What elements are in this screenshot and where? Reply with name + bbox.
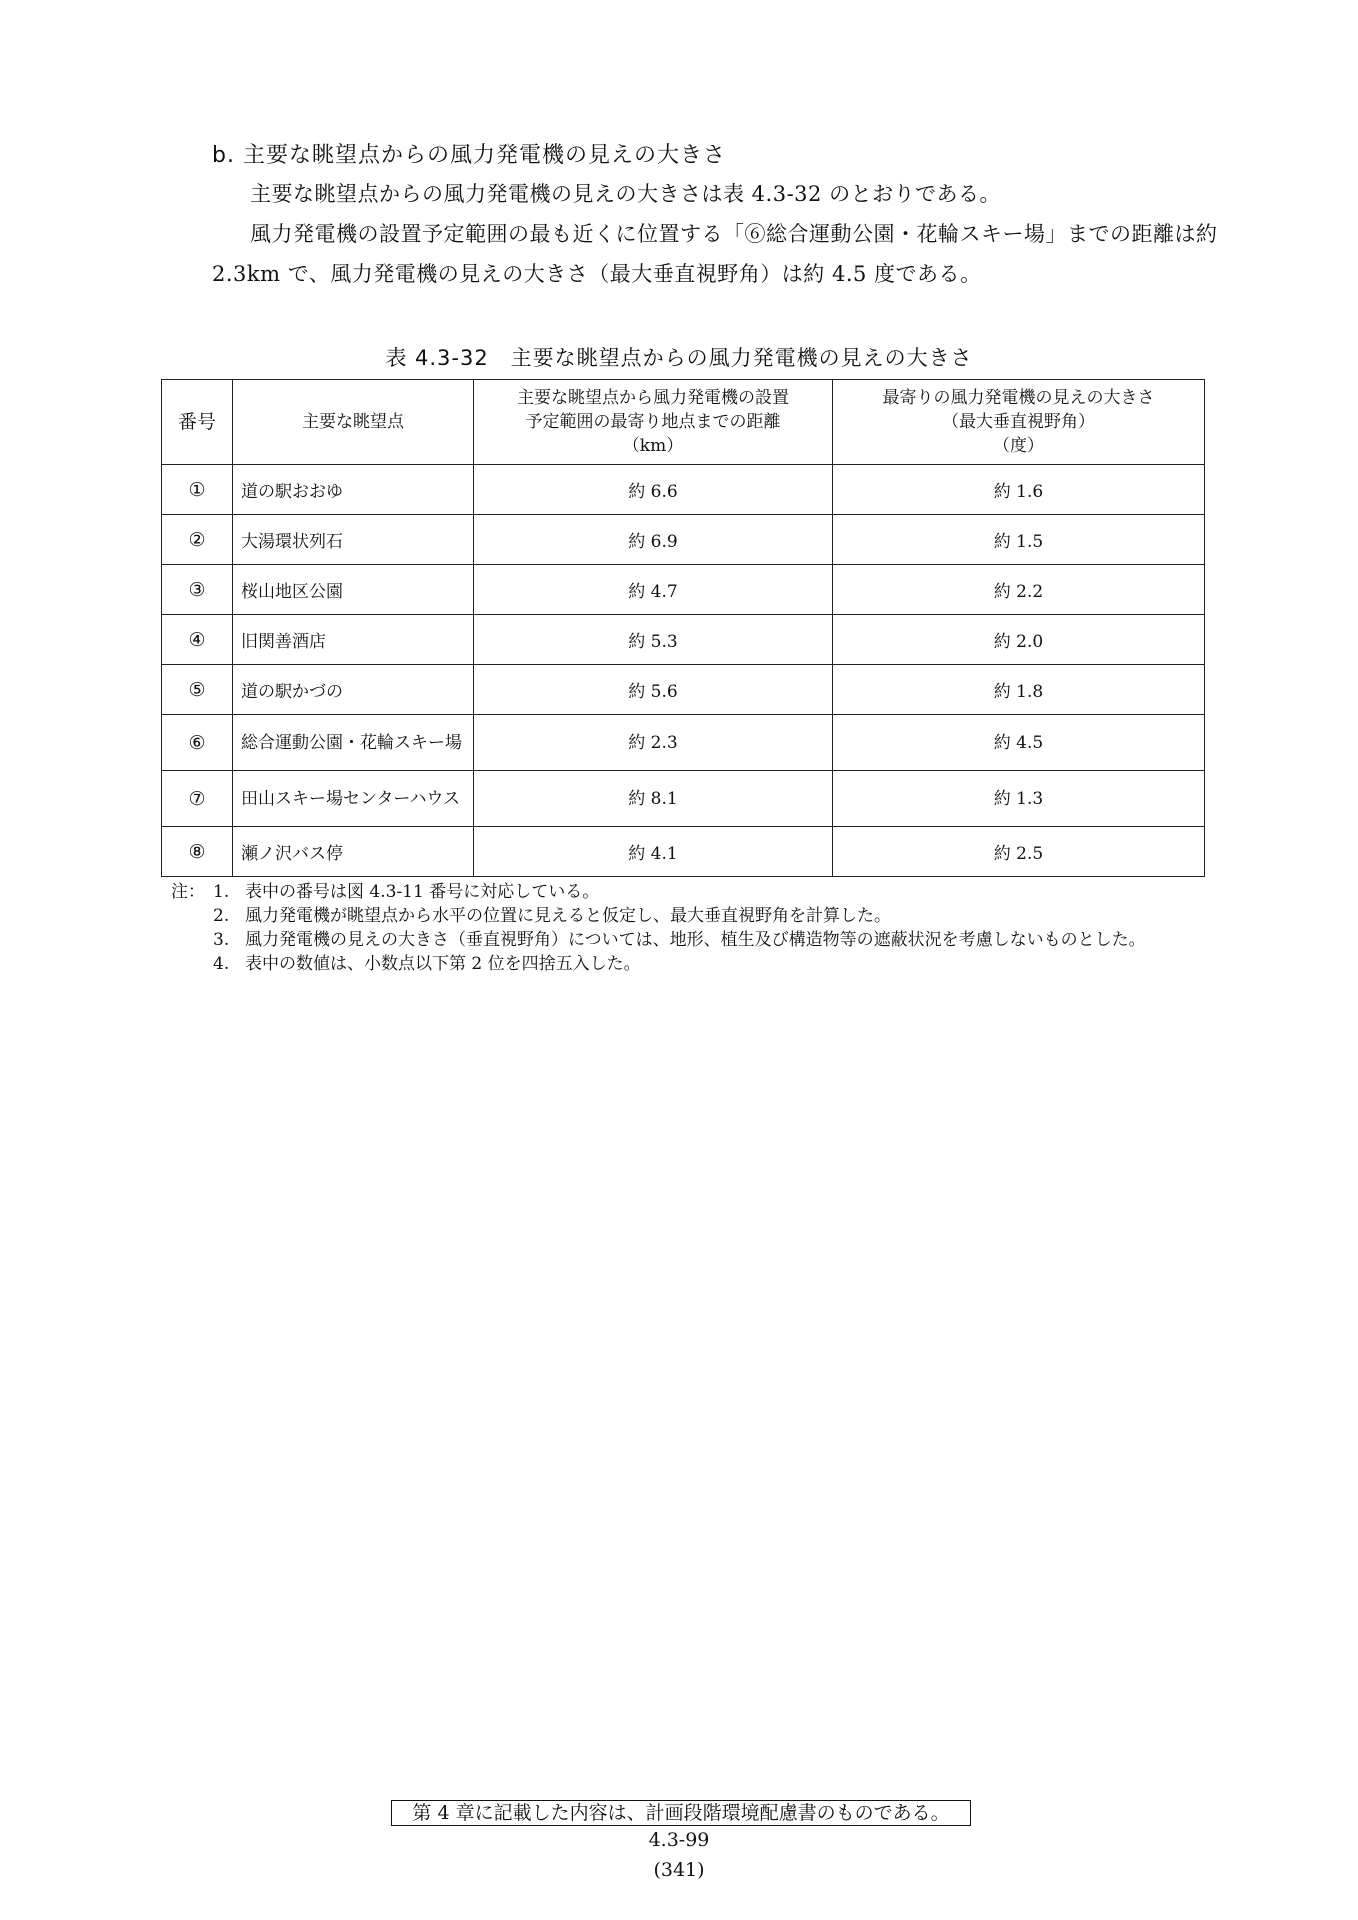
note-item <box>171 904 1211 928</box>
table-row <box>162 665 1205 715</box>
table-caption: 表 4.3-32 主要な眺望点からの風力発電機の見えの大きさ <box>385 346 973 370</box>
header-viewpoint: 主要な眺望点 <box>233 380 474 465</box>
row-distance: 約 4.1 <box>474 827 833 877</box>
row-viewpoint: 道の駅おおゆ <box>233 465 474 515</box>
row-distance: 約 5.3 <box>474 615 833 665</box>
footer-disclaimer-box: 第 4 章に記載した内容は、計画段階環境配慮書のものである。 <box>391 1800 971 1826</box>
row-num: ⑤ <box>162 665 233 715</box>
row-num: ② <box>162 515 233 565</box>
note-item <box>171 952 1211 976</box>
header-size-unit: （度） <box>993 436 1044 456</box>
row-num: ④ <box>162 615 233 665</box>
row-num: ⑥ <box>162 715 233 771</box>
row-distance: 約 8.1 <box>474 771 833 827</box>
body-paragraph-1: 主要な眺望点からの風力発電機の見えの大きさは表 4.3-32 のとおりである。 <box>250 182 1002 206</box>
note-text: 風力発電機が眺望点から水平の位置に見えると仮定し、最大垂直視野角を計算した。 <box>245 906 891 926</box>
row-viewpoint: 田山スキー場センターハウス <box>233 771 474 827</box>
row-distance: 約 4.7 <box>474 565 833 615</box>
note-number: 2. <box>213 906 230 926</box>
row-num: ⑧ <box>162 827 233 877</box>
header-distance <box>474 380 833 465</box>
row-visual-size: 約 1.8 <box>833 665 1205 715</box>
row-num: ① <box>162 465 233 515</box>
row-num: ⑦ <box>162 771 233 827</box>
row-viewpoint: 旧関善酒店 <box>233 615 474 665</box>
header-size-line: （最大垂直視野角） <box>942 412 1095 432</box>
table-row <box>162 515 1205 565</box>
header-distance-line: 予定範囲の最寄り地点までの距離 <box>525 412 781 432</box>
row-viewpoint: 道の駅かづの <box>233 665 474 715</box>
row-distance: 約 2.3 <box>474 715 833 771</box>
note-number: 1. <box>213 882 230 902</box>
table-row <box>162 827 1205 877</box>
header-visual-size <box>833 380 1205 465</box>
note-item <box>171 880 1211 904</box>
row-distance: 約 5.6 <box>474 665 833 715</box>
row-visual-size: 約 1.6 <box>833 465 1205 515</box>
note-text: 表中の数値は、小数点以下第 2 位を四捨五入した。 <box>245 954 641 974</box>
note-text: 表中の番号は図 4.3-11 番号に対応している。 <box>245 882 600 902</box>
header-num: 番号 <box>162 380 233 465</box>
row-viewpoint: 大湯環状列石 <box>233 515 474 565</box>
table-header-row <box>162 380 1205 465</box>
row-distance: 約 6.6 <box>474 465 833 515</box>
note-text: 風力発電機の見えの大きさ（垂直視野角）については、地形、植生及び構造物等の遮蔽状況を考慮しないものとした。 <box>245 930 1146 950</box>
table-row <box>162 771 1205 827</box>
section-heading: b. 主要な眺望点からの風力発電機の見えの大きさ <box>212 143 726 168</box>
note-number: 4. <box>213 954 230 974</box>
header-distance-unit: （km） <box>622 436 684 456</box>
table-row <box>162 565 1205 615</box>
header-distance-line: 主要な眺望点から風力発電機の設置 <box>517 388 789 408</box>
row-num: ③ <box>162 565 233 615</box>
notes-lead: 注： <box>171 882 205 902</box>
row-distance: 約 6.9 <box>474 515 833 565</box>
row-viewpoint: 瀬ノ沢バス停 <box>233 827 474 877</box>
table-notes <box>171 880 1211 976</box>
row-visual-size: 約 2.5 <box>833 827 1205 877</box>
table-row <box>162 615 1205 665</box>
table-row <box>162 465 1205 515</box>
row-viewpoint: 桜山地区公園 <box>233 565 474 615</box>
header-size-line: 最寄りの風力発電機の見えの大きさ <box>882 388 1155 408</box>
row-visual-size: 約 2.0 <box>833 615 1205 665</box>
row-visual-size: 約 1.3 <box>833 771 1205 827</box>
viewpoint-table <box>161 379 1205 877</box>
note-number: 3. <box>213 930 230 950</box>
table-row <box>162 715 1205 771</box>
row-visual-size: 約 4.5 <box>833 715 1205 771</box>
page-number: 4.3-99 <box>648 1829 710 1851</box>
page-sub-number: (341) <box>653 1859 705 1881</box>
body-paragraph-2: 風力発電機の設置予定範囲の最も近くに位置する「⑥総合運動公園・花輪スキー場」までの距離は約 2.3km で、風力発電機の見えの大きさ（最大垂直視野角）は約 4.5 度である。 <box>212 222 1218 286</box>
row-viewpoint: 総合運動公園・花輪スキー場 <box>233 715 474 771</box>
row-visual-size: 約 1.5 <box>833 515 1205 565</box>
note-item <box>171 928 1211 952</box>
row-visual-size: 約 2.2 <box>833 565 1205 615</box>
